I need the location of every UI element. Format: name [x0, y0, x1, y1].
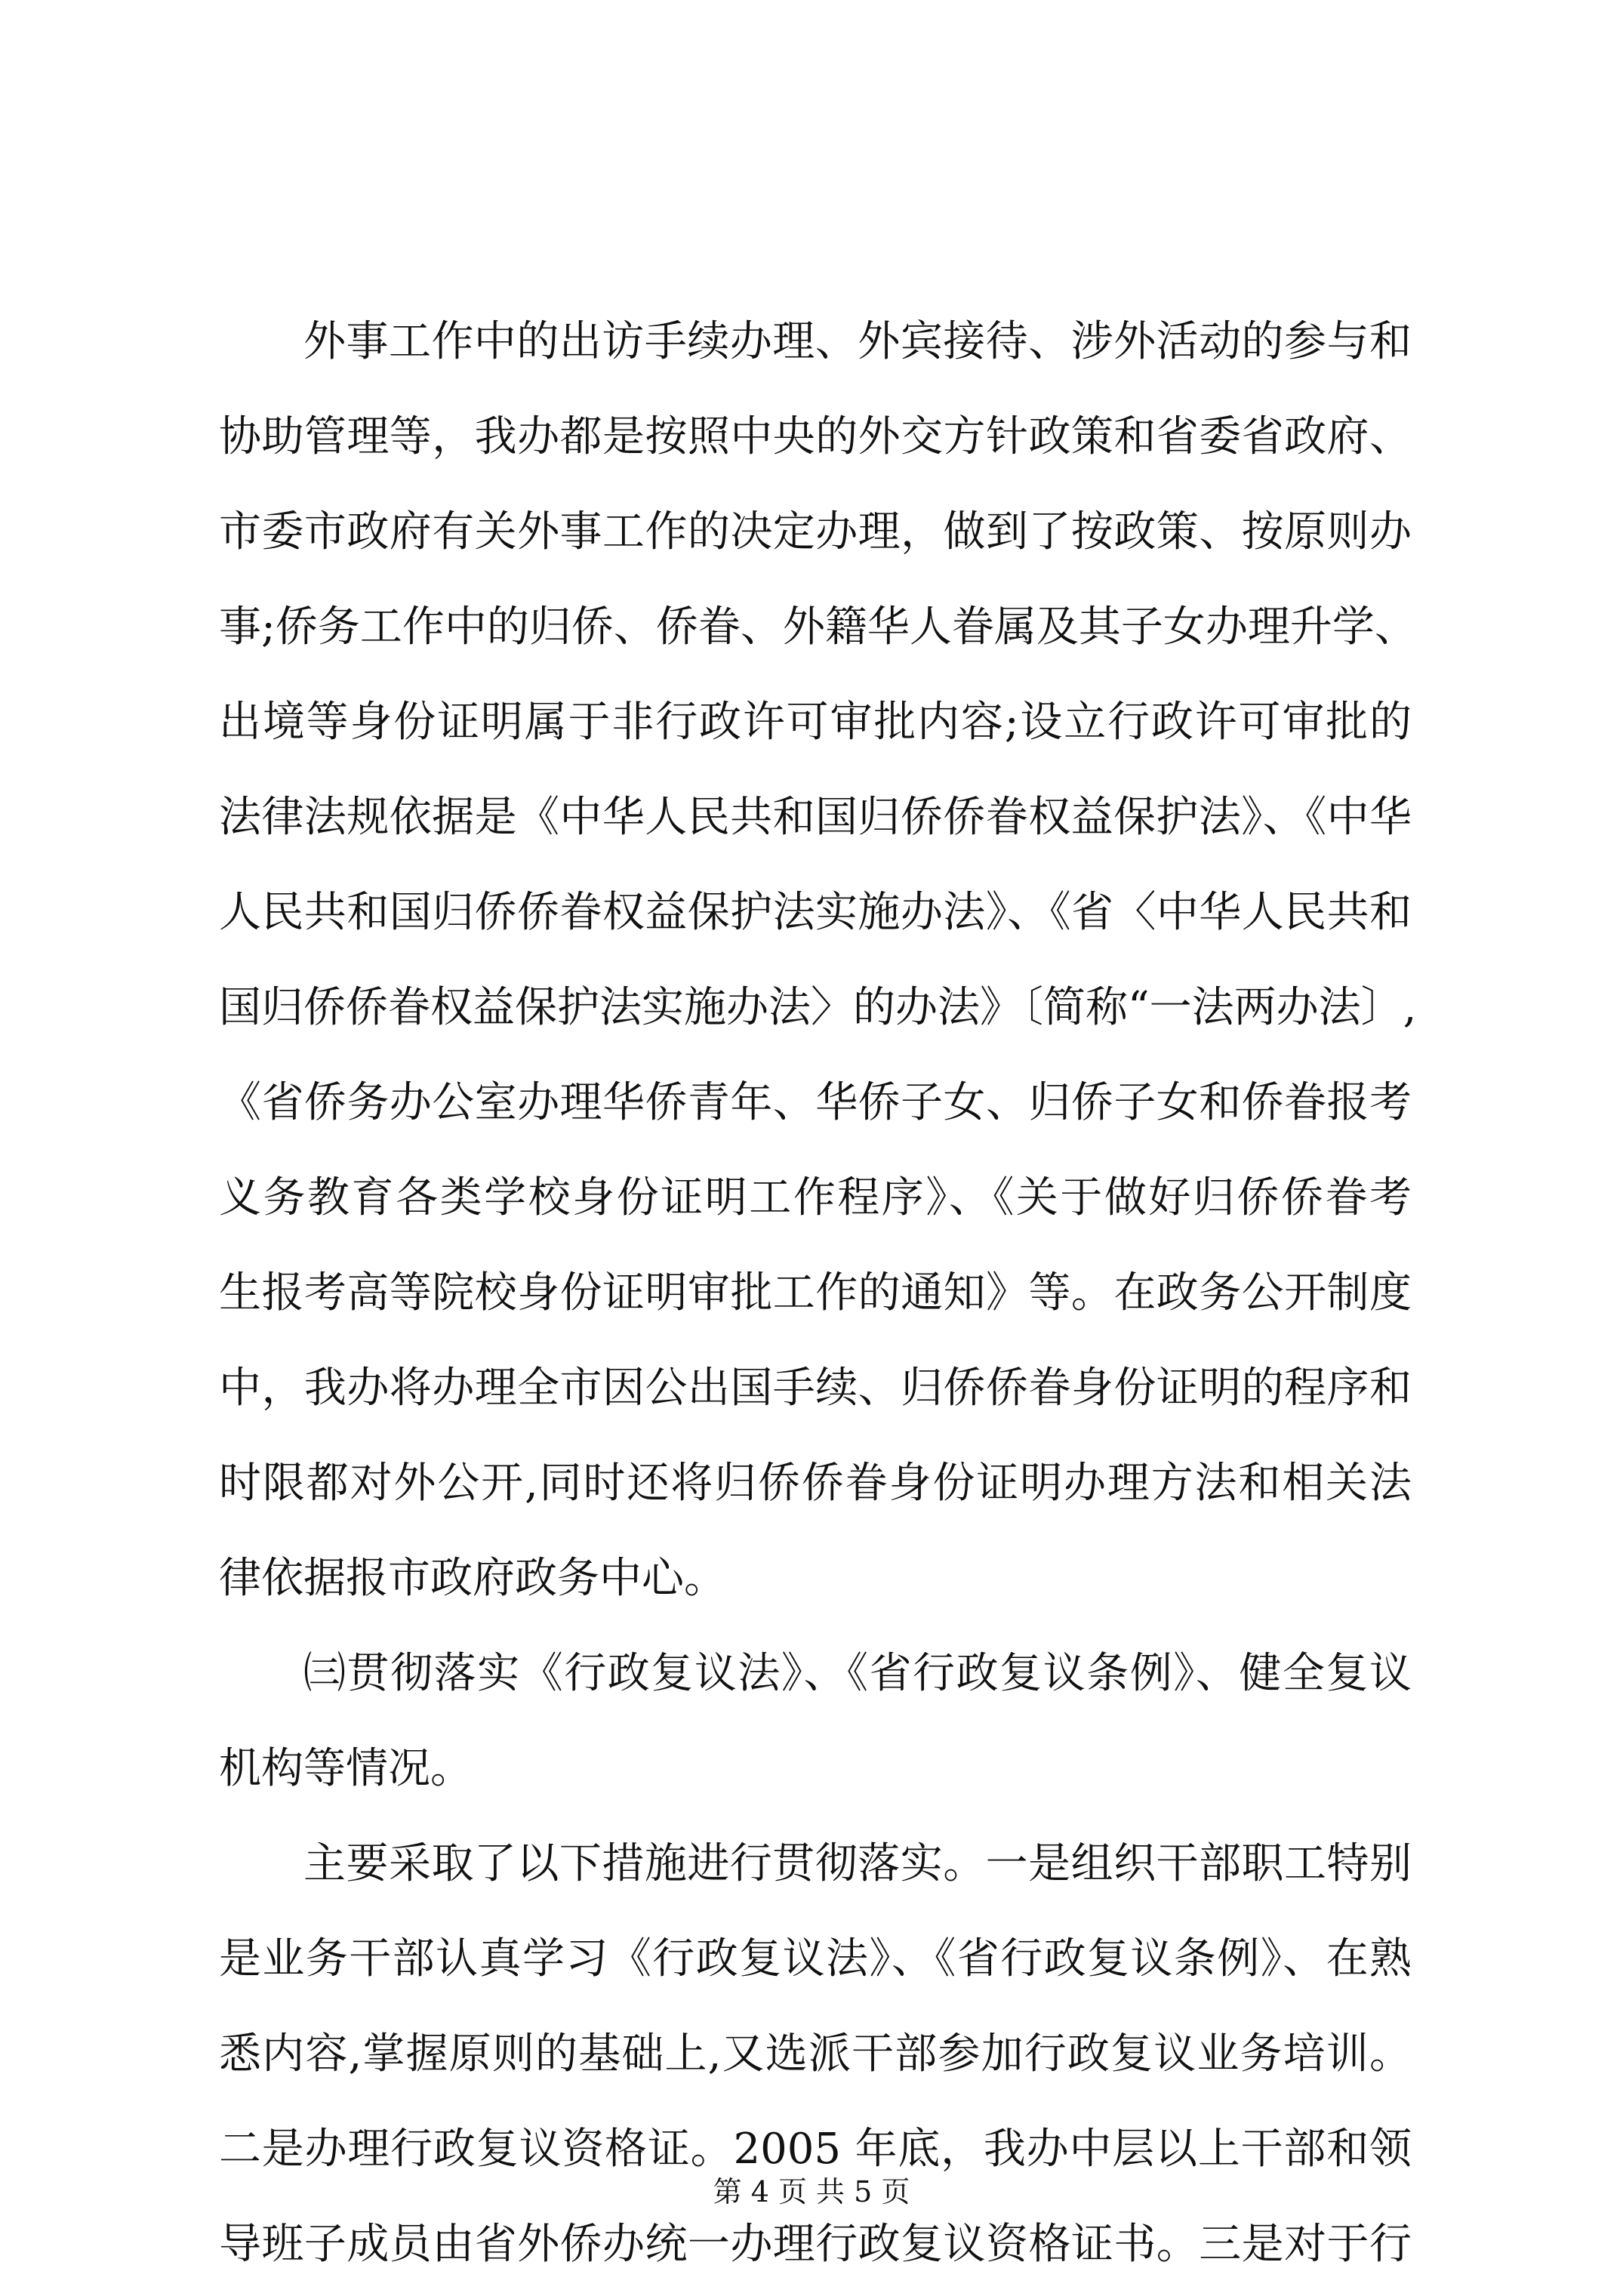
text-line: 人民共和国归侨侨眷权益保护法实施办法》、《省〈中华人民共和 [219, 888, 1412, 937]
text-line: 法律法规依据是《中华人民共和国归侨侨眷权益保护法》、《中华 [219, 793, 1412, 842]
section-heading-line: 机构等情况。 [219, 1744, 473, 1793]
text-line: 律依据报市政府政务中心。 [219, 1554, 726, 1603]
text-line: 时限都对外公开,同时还将归侨侨眷身份证明办理方法和相关法 [219, 1459, 1412, 1508]
page-number-footer: 第 4 页 共 5 页 [713, 2175, 910, 2208]
text-line: 中，我办将办理全市因公出国手续、归侨侨眷身份证明的程序和 [219, 1364, 1412, 1413]
document-body [219, 294, 1417, 2292]
text-line: 悉内容,掌握原则的基础上,又选派干部参加行政复议业务培训。 [219, 2029, 1412, 2079]
text-line: 市委市政府有关外事工作的决定办理，做到了按政策、按原则办 [219, 507, 1412, 556]
section-heading-line: ㈢贯彻落实《行政复议法》、《省行政复议条例》、健全复议 [303, 1649, 1412, 1698]
text-line: 二是办理行政复议资格证。2005 年底，我办中层以上干部和领 [219, 2125, 1412, 2174]
text-line: 《省侨务办公室办理华侨青年、华侨子女、归侨子女和侨眷报考 [219, 1078, 1412, 1127]
text-line: 是业务干部认真学习《行政复议法》、《省行政复议条例》、在熟 [219, 1934, 1412, 1983]
text-line: 国归侨侨眷权益保护法实施办法〉的办法》〔简称“一法两办法〕, [219, 983, 1417, 1032]
text-line: 协助管理等，我办都是按照中央的外交方针政策和省委省政府、 [219, 412, 1412, 461]
text-line: 导班子成员由省外侨办统一办理行政复议资格证书。三是对于行 [219, 2220, 1412, 2269]
text-line: 事;侨务工作中的归侨、侨眷、外籍华人眷属及其子女办理升学、 [219, 603, 1417, 652]
text-line: 生报考高等院校身份证明审批工作的通知》等。在政务公开制度 [219, 1268, 1412, 1318]
text-line: 出境等身份证明属于非行政许可审批内容;设立行政许可审批的 [219, 698, 1412, 747]
text-line: 主要采取了以下措施进行贯彻落实。一是组织干部职工特别 [303, 1839, 1412, 1888]
text-line: 义务教育各类学校身份证明工作程序》、《关于做好归侨侨眷考 [219, 1173, 1412, 1222]
text-line: 外事工作中的出访手续办理、外宾接待、涉外活动的参与和 [303, 317, 1412, 366]
